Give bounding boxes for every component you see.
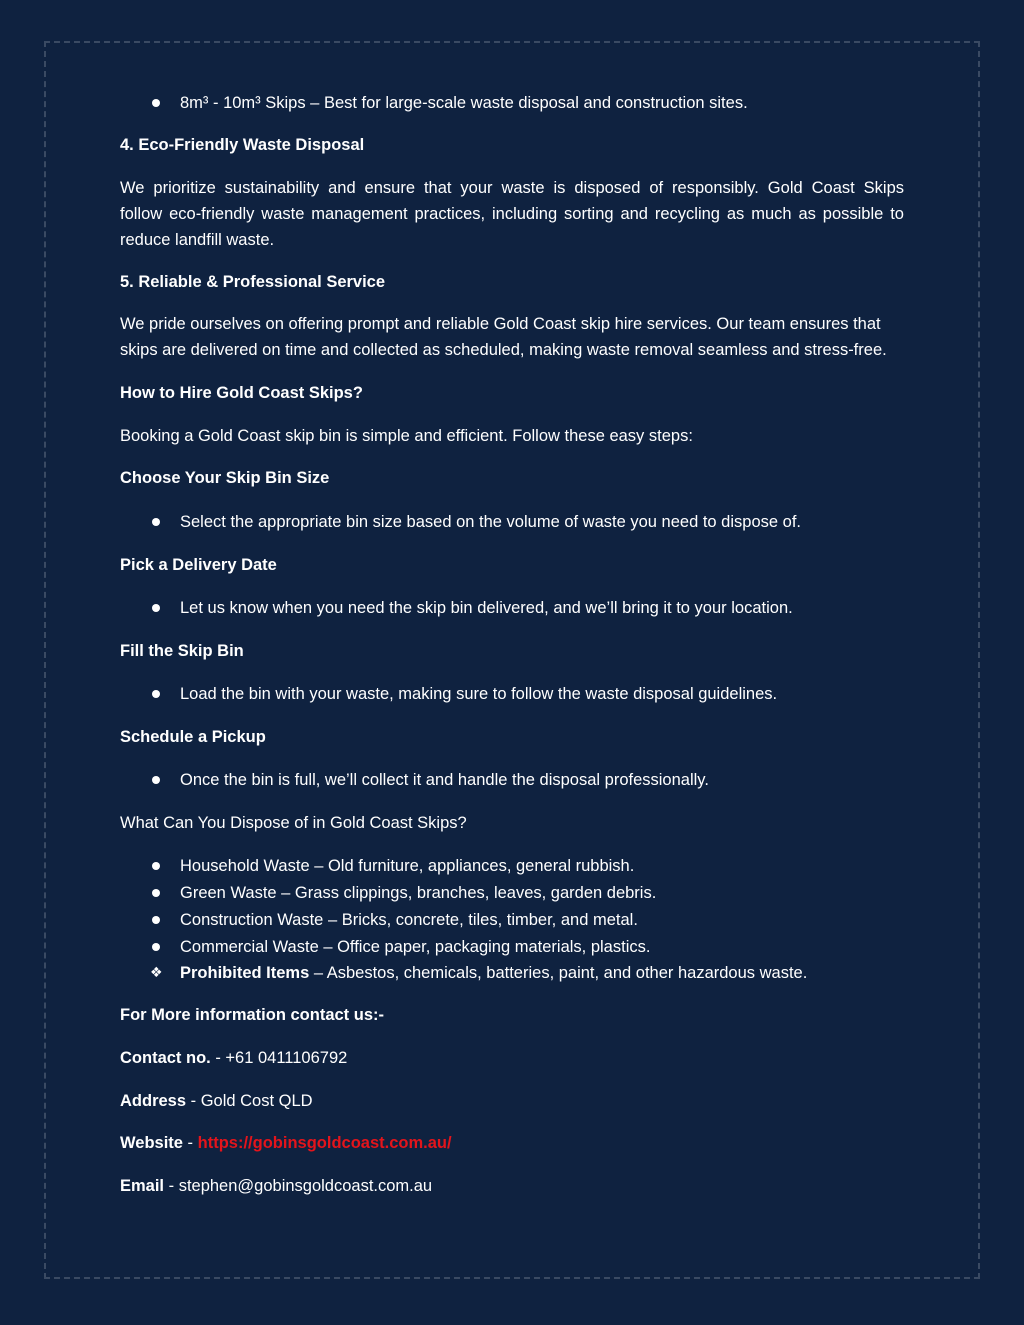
contact-heading: For More information contact us:-	[120, 1006, 384, 1024]
section-heading: 4. Eco-Friendly Waste Disposal	[120, 136, 365, 154]
step-title: Choose Your Skip Bin Size	[120, 469, 330, 487]
bullet-icon	[152, 862, 160, 870]
section-heading: 5. Reliable & Professional Service	[120, 273, 386, 291]
step-title: Pick a Delivery Date	[120, 556, 277, 574]
bullet-icon	[152, 604, 160, 612]
prohibited-label: Prohibited Items	[180, 964, 310, 982]
paragraph-line: skips are delivered on time and collected as scheduled, making waste removal seamless and stress-free.	[120, 341, 887, 359]
contact-website: Website - https://gobinsgoldcoast.com.au/	[120, 1134, 452, 1152]
section-question: What Can You Dispose of in Gold Coast Skips?	[120, 814, 467, 832]
bullet-icon	[152, 99, 160, 107]
paragraph-line: We pride ourselves on offering prompt and reliable Gold Coast skip hire services. Our team ensures that	[120, 315, 881, 333]
contact-address: Address - Gold Cost QLD	[120, 1092, 313, 1110]
paragraph-line: We prioritize sustainability and ensure that your waste is disposed of responsibly. Gold Coast Skips	[120, 179, 904, 197]
step-title: Fill the Skip Bin	[120, 642, 244, 660]
website-link[interactable]: https://gobinsgoldcoast.com.au/	[197, 1134, 452, 1152]
bullet-icon	[152, 690, 160, 698]
bullet-icon	[152, 518, 160, 526]
bullet-icon	[152, 916, 160, 924]
prohibited-text: – Asbestos, chemicals, batteries, paint, and other hazardous waste.	[309, 964, 808, 982]
paragraph-line: follow eco-friendly waste management practices, including sorting and recycling as much as possible to	[120, 205, 904, 223]
bullet-icon	[152, 889, 160, 897]
contact-phone: Contact no. - +61 0411106792	[120, 1049, 348, 1067]
step-title: Schedule a Pickup	[120, 728, 266, 746]
diamond-bullet-icon: ❖	[150, 964, 163, 980]
section-heading: How to Hire Gold Coast Skips?	[120, 384, 363, 402]
paragraph-line: Booking a Gold Coast skip bin is simple and efficient. Follow these easy steps:	[120, 427, 693, 445]
contact-email: Email - stephen@gobinsgoldcoast.com.au	[120, 1177, 433, 1195]
bullet-icon	[152, 776, 160, 784]
paragraph-line: reduce landfill waste.	[120, 231, 275, 249]
bullet-icon	[152, 943, 160, 951]
